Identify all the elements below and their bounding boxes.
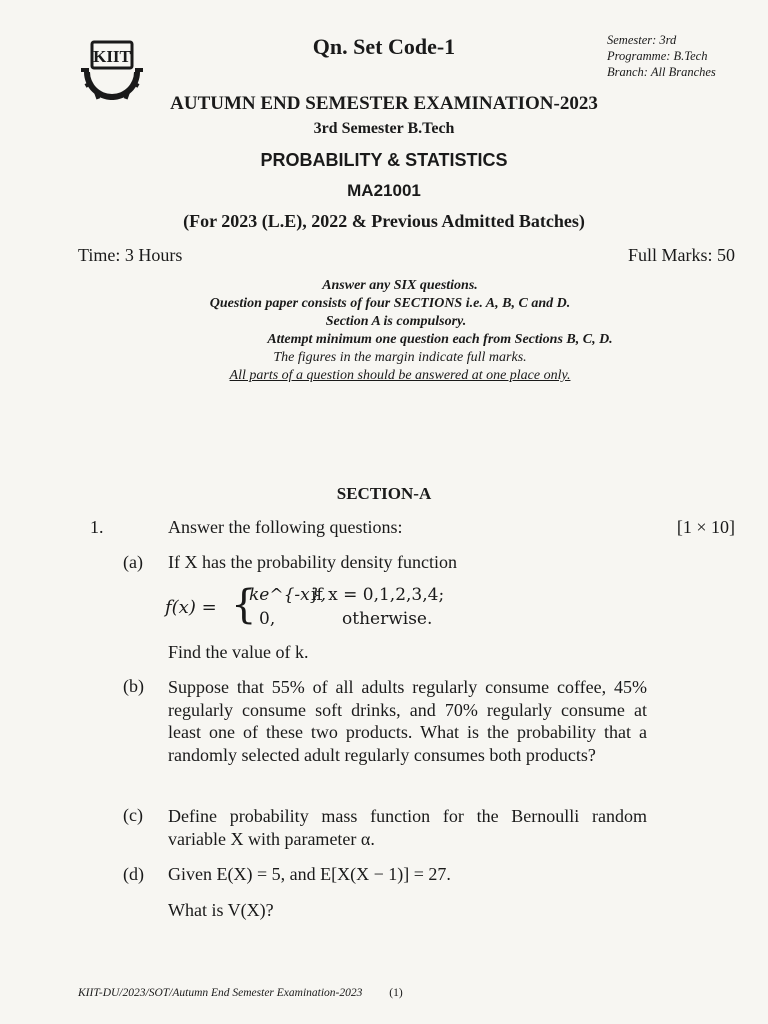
formula-lhs: f(x) = bbox=[165, 597, 217, 618]
part-text: If X has the probability density function bbox=[168, 552, 457, 572]
case1-condition: if x = 0,1,2,3,4; bbox=[311, 585, 445, 605]
instruction-line: Question paper consists of four SECTIONS i.e. A, B, C and D. bbox=[209, 296, 571, 311]
footer-text: KIIT-DU/2023/SOT/Autumn End Semester Examination-2023 bbox=[78, 987, 363, 999]
instruction-line: All parts of a question should be answered at one place only. bbox=[229, 368, 571, 383]
question-marks: [1 × 10] bbox=[676, 517, 735, 537]
instruction-line: The figures in the margin indicate full marks. bbox=[273, 350, 527, 365]
question-number: 1. bbox=[90, 517, 104, 537]
part-text: Given E(X) = 5, and E[X(X − 1)] = 27. bbox=[168, 864, 451, 884]
svg-text:KIIT: KIIT bbox=[93, 47, 131, 66]
time-allowed: Time: 3 Hours bbox=[78, 245, 183, 265]
part-text: Suppose that 55% of all adults regularly consume coffee, 45% regularly consume soft drinks, and 70% regularly consume at least one of these two products. What is the probability that a randomly selected adult regularly consumes both products? bbox=[168, 677, 647, 765]
batches-line: (For 2023 (L.E), 2022 & Previous Admitted Batches) bbox=[183, 211, 585, 231]
case2-expr: 0, bbox=[259, 609, 276, 629]
set-code: Qn. Set Code-1 bbox=[312, 34, 456, 59]
instructions bbox=[0, 277, 768, 385]
subject-code: MA21001 bbox=[347, 181, 421, 200]
section-title: SECTION-A bbox=[336, 484, 432, 503]
subject-title: PROBABILITY & STATISTICS bbox=[260, 150, 508, 170]
part-text: Define probability mass function for the Bernoulli random variable X with parameter α. bbox=[168, 806, 647, 849]
full-marks: Full Marks: 50 bbox=[627, 245, 735, 265]
part-label: (d) bbox=[123, 864, 144, 884]
part-label: (b) bbox=[123, 676, 144, 696]
semester-line: 3rd Semester B.Tech bbox=[313, 120, 455, 137]
case1-expr: ke^{-x}, bbox=[249, 585, 326, 605]
part-label: (a) bbox=[123, 552, 143, 572]
part-followup: Find the value of k. bbox=[168, 642, 309, 662]
exam-title: AUTUMN END SEMESTER EXAMINATION-2023 bbox=[170, 93, 598, 114]
question-text: Answer the following questions: bbox=[168, 517, 403, 537]
pdf-formula bbox=[165, 582, 485, 635]
instruction-line: Section A is compulsory. bbox=[325, 314, 467, 329]
brace: { bbox=[231, 582, 257, 628]
part-followup: What is V(X)? bbox=[168, 900, 274, 920]
branch-meta: Branch: All Branches bbox=[607, 65, 716, 79]
exam-meta bbox=[607, 32, 716, 80]
page-footer bbox=[78, 987, 403, 999]
part-label: (c) bbox=[123, 805, 143, 825]
case2-condition: otherwise. bbox=[342, 609, 433, 629]
page-number: (1) bbox=[389, 987, 403, 999]
programme-meta: Programme: B.Tech bbox=[607, 49, 708, 63]
instruction-line: Attempt minimum one question each from Sections B, C, D. bbox=[267, 332, 613, 347]
instruction-line: Answer any SIX questions. bbox=[322, 278, 478, 293]
semester-meta: Semester: 3rd bbox=[607, 33, 677, 47]
